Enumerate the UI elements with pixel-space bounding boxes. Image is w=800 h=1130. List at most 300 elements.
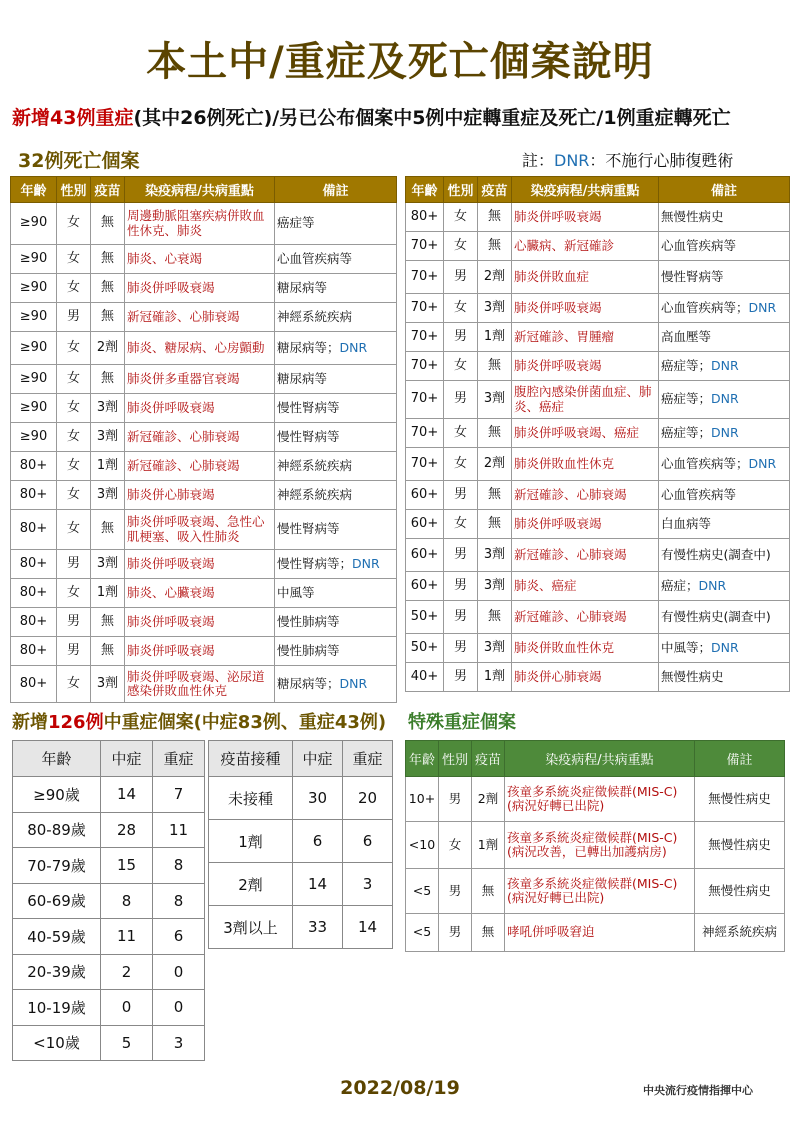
death-case-row [406, 294, 790, 323]
remark-cell [659, 634, 790, 663]
moderate-count-cell: 28 [101, 812, 153, 848]
age-cell: ≥90 [11, 245, 57, 274]
age-cell: 80+ [406, 203, 444, 232]
death-case-row [406, 572, 790, 601]
death-table-left-header [11, 177, 397, 203]
age-cell: 60+ [406, 539, 444, 572]
sex-cell: 女 [57, 274, 91, 303]
remark-text: 神經系統疾病 [277, 308, 353, 324]
sex-cell: 男 [57, 550, 91, 579]
death-case-row [406, 510, 790, 539]
column-header: 性別 [57, 177, 91, 203]
age-group-cell: 10-19歲 [13, 990, 101, 1026]
death-case-row [11, 394, 397, 423]
sex-cell: 男 [439, 777, 472, 822]
vaccine-cell: 無 [91, 637, 125, 666]
remark-cell [659, 232, 790, 261]
special-table-header [406, 741, 785, 777]
sex-cell: 男 [444, 261, 478, 294]
remark-text: 癌症等； [661, 357, 712, 373]
illness-cell: 新冠確診、心肺衰竭 [512, 601, 659, 634]
remark-text: 神經系統疾病 [277, 486, 353, 502]
age-row [13, 883, 205, 919]
vaccine-cell: 2劑 [478, 448, 512, 481]
remark-cell: 神經系統疾病 [695, 914, 785, 952]
sex-cell: 女 [57, 666, 91, 703]
column-header: 染疫病程/共病重點 [125, 177, 275, 203]
severe-heading-count: 126例 [48, 712, 104, 733]
death-case-row [11, 579, 397, 608]
vaccine-table-header [209, 741, 393, 777]
death-case-row [406, 261, 790, 294]
remark-text: 糖尿病等； [277, 339, 340, 355]
column-header: 年齡 [11, 177, 57, 203]
remark-cell: 無慢性病史 [695, 777, 785, 822]
illness-cell: 肺炎併敗血症 [512, 261, 659, 294]
age-row [13, 848, 205, 884]
severe-count-cell: 20 [343, 777, 393, 820]
column-header: 染疫病程/共病重點 [505, 741, 695, 777]
illness-cell: 肺炎併敗血性休克 [512, 448, 659, 481]
remark-cell [659, 539, 790, 572]
vaccine-cell: 無 [472, 914, 505, 952]
age-cell: 70+ [406, 323, 444, 352]
dnr-tag: DNR [711, 639, 739, 655]
death-case-row [11, 550, 397, 579]
remark-cell [275, 394, 397, 423]
age-cell: 40+ [406, 663, 444, 692]
sex-cell: 男 [444, 323, 478, 352]
illness-cell: 肺炎併呼吸衰竭 [125, 637, 275, 666]
death-case-row [11, 365, 397, 394]
moderate-count-cell: 14 [101, 777, 153, 813]
sex-cell: 男 [57, 303, 91, 332]
age-row [13, 919, 205, 955]
sex-cell: 女 [439, 822, 472, 869]
illness-cell: 肺炎、心衰竭 [125, 245, 275, 274]
vaccine-cell: 無 [478, 419, 512, 448]
vaccine-cell: 1劑 [478, 323, 512, 352]
illness-cell: 新冠確診、胃腫瘤 [512, 323, 659, 352]
remark-cell [275, 365, 397, 394]
note-abbr: DNR [554, 151, 590, 170]
sex-cell: 女 [57, 245, 91, 274]
sex-cell: 女 [57, 452, 91, 481]
remark-cell [275, 608, 397, 637]
severe-count-cell: 8 [153, 883, 205, 919]
severe-heading-prefix: 新增 [12, 712, 48, 733]
sex-cell: 女 [444, 294, 478, 323]
sex-cell: 女 [444, 232, 478, 261]
vaccine-cell: 1劑 [91, 452, 125, 481]
note-prefix: 註： [522, 151, 555, 170]
remark-cell [659, 481, 790, 510]
illness-cell: 哮吼併呼吸窘迫 [505, 914, 695, 952]
vaccine-cell: 3劑 [478, 634, 512, 663]
column-header: 重症 [153, 741, 205, 777]
remark-cell [275, 510, 397, 550]
severe-count-cell: 0 [153, 990, 205, 1026]
column-header: 染疫病程/共病重點 [512, 177, 659, 203]
remark-text: 慢性肺病等 [277, 613, 340, 629]
remark-text: 慢性腎病等 [277, 521, 340, 537]
remark-cell [275, 666, 397, 703]
moderate-count-cell: 11 [101, 919, 153, 955]
illness-cell: 新冠確診、心肺衰竭 [125, 303, 275, 332]
age-group-cell: <10歲 [13, 1025, 101, 1061]
remark-text: 神經系統疾病 [277, 457, 353, 473]
sex-cell: 女 [444, 203, 478, 232]
vaccine-row [209, 820, 393, 863]
remark-cell [659, 294, 790, 323]
age-cell: ≥90 [11, 365, 57, 394]
vaccine-row [209, 906, 393, 949]
illness-cell: 周邊動脈阻塞疾病併敗血性休克、肺炎 [125, 203, 275, 245]
illness-cell: 肺炎併呼吸衰竭 [512, 352, 659, 381]
age-cell: 60+ [406, 481, 444, 510]
remark-cell [659, 448, 790, 481]
remark-text: 癌症等； [661, 391, 712, 407]
age-cell: 70+ [406, 232, 444, 261]
remark-cell [275, 637, 397, 666]
vaccine-cell: 無 [91, 245, 125, 274]
illness-cell: 肺炎併呼吸衰竭、急性心肌梗塞、吸入性肺炎 [125, 510, 275, 550]
age-cell: ≥90 [11, 274, 57, 303]
age-cell: 80+ [11, 510, 57, 550]
sex-cell: 女 [57, 423, 91, 452]
age-cell: <5 [406, 869, 439, 914]
remark-text: 癌症等 [277, 215, 315, 231]
death-case-row [11, 423, 397, 452]
moderate-count-cell: 8 [101, 883, 153, 919]
age-cell: ≥90 [11, 423, 57, 452]
illness-cell: 肺炎併心肺衰竭 [512, 663, 659, 692]
vaccine-cell: 2劑 [472, 777, 505, 822]
report-date: 2022/08/19 [340, 1077, 460, 1099]
vaccine-status-cell: 未接種 [209, 777, 293, 820]
remark-text: 心血管疾病等 [661, 237, 737, 253]
remark-cell [659, 601, 790, 634]
illness-cell: 肺炎、癌症 [512, 572, 659, 601]
moderate-count-cell: 14 [293, 863, 343, 906]
age-cell: 80+ [11, 579, 57, 608]
severe-count-cell: 7 [153, 777, 205, 813]
remark-text: 慢性腎病等 [277, 399, 340, 415]
remark-text: 無慢性病史 [661, 668, 724, 684]
severe-count-cell: 3 [343, 863, 393, 906]
death-case-row [11, 303, 397, 332]
age-cell: ≥90 [11, 303, 57, 332]
sex-cell: 男 [444, 481, 478, 510]
vaccine-status-cell: 2劑 [209, 863, 293, 906]
vaccine-cell: 1劑 [91, 579, 125, 608]
remark-text: 慢性腎病等 [661, 268, 724, 284]
remark-text: 有慢性病史(調查中) [661, 608, 771, 624]
illness-cell: 肺炎併呼吸衰竭 [512, 510, 659, 539]
vaccine-row [209, 863, 393, 906]
death-section-heading: 32例死亡個案 [18, 150, 140, 172]
death-case-row [406, 601, 790, 634]
death-case-row [406, 203, 790, 232]
column-header: 疫苗接種 [209, 741, 293, 777]
remark-text: 心血管疾病等 [661, 486, 737, 502]
age-cell: 50+ [406, 634, 444, 663]
remark-text: 糖尿病等 [277, 279, 328, 295]
note-text: ：不施行心肺復甦術 [589, 151, 734, 170]
sex-cell: 女 [57, 481, 91, 510]
dnr-tag: DNR [339, 339, 368, 355]
death-case-row [406, 323, 790, 352]
remark-cell [659, 510, 790, 539]
remark-cell [275, 303, 397, 332]
age-row [13, 1025, 205, 1061]
sex-cell: 女 [57, 394, 91, 423]
vaccine-cell: 3劑 [478, 381, 512, 419]
remark-cell [659, 572, 790, 601]
age-group-cell: 20-39歲 [13, 954, 101, 990]
vaccine-cell: 3劑 [478, 572, 512, 601]
death-table-right-header [406, 177, 790, 203]
moderate-count-cell: 15 [101, 848, 153, 884]
sex-cell: 男 [444, 381, 478, 419]
special-case-row [406, 869, 785, 914]
column-header: 性別 [444, 177, 478, 203]
age-cell: 80+ [11, 550, 57, 579]
severe-count-cell: 14 [343, 906, 393, 949]
remark-text: 癌症等； [661, 424, 712, 440]
age-cell: 80+ [11, 481, 57, 510]
moderate-count-cell: 6 [293, 820, 343, 863]
illness-cell: 肺炎併呼吸衰竭 [125, 608, 275, 637]
severe-count-cell: 6 [153, 919, 205, 955]
age-cell: ≥90 [11, 394, 57, 423]
remark-text: 中風等； [661, 639, 712, 655]
vaccine-cell: 無 [91, 303, 125, 332]
dnr-tag: DNR [698, 577, 727, 593]
illness-cell: 新冠確診、心肺衰竭 [512, 481, 659, 510]
age-cell: 80+ [11, 608, 57, 637]
vaccine-cell: 3劑 [91, 423, 125, 452]
vaccine-cell: 無 [91, 365, 125, 394]
age-row [13, 990, 205, 1026]
remark-text: 慢性腎病等 [277, 428, 340, 444]
age-row [13, 954, 205, 990]
column-header: 中症 [293, 741, 343, 777]
column-header: 中症 [101, 741, 153, 777]
illness-cell: 肺炎併敗血性休克 [512, 634, 659, 663]
death-case-row [11, 637, 397, 666]
vaccine-status-cell: 3劑以上 [209, 906, 293, 949]
severe-heading-rest: 中重症個案(中症83例、重症43例) [103, 712, 387, 733]
dnr-tag: DNR [748, 299, 777, 315]
remark-cell [275, 203, 397, 245]
remark-text: 有慢性病史(調查中) [661, 546, 771, 562]
remark-text: 心血管疾病等； [661, 299, 749, 315]
remark-cell [659, 323, 790, 352]
age-cell: <10 [406, 822, 439, 869]
death-case-row [406, 481, 790, 510]
sex-cell: 男 [439, 869, 472, 914]
age-cell: 50+ [406, 601, 444, 634]
sex-cell: 男 [444, 539, 478, 572]
dnr-tag: DNR [711, 391, 739, 407]
column-header: 年齡 [406, 177, 444, 203]
remark-cell [275, 579, 397, 608]
death-case-row [11, 666, 397, 703]
remark-cell [275, 332, 397, 365]
illness-cell: 孩童多系統炎症徵候群(MIS-C)(病況好轉已出院) [505, 869, 695, 914]
severe-count-cell: 0 [153, 954, 205, 990]
death-case-row [11, 608, 397, 637]
death-case-row [406, 539, 790, 572]
vaccine-cell: 3劑 [91, 481, 125, 510]
vaccine-cell: 3劑 [91, 394, 125, 423]
column-header: 重症 [343, 741, 393, 777]
vaccine-cell: 2劑 [91, 332, 125, 365]
death-case-row [11, 274, 397, 303]
column-header: 年齡 [13, 741, 101, 777]
death-case-row [406, 419, 790, 448]
remark-cell: 無慢性病史 [695, 822, 785, 869]
illness-cell: 腹腔內感染併菌血症、肺炎、癌症 [512, 381, 659, 419]
sex-cell: 女 [57, 332, 91, 365]
vaccine-cell: 無 [478, 601, 512, 634]
special-case-row [406, 822, 785, 869]
remark-text: 心血管疾病等 [277, 250, 353, 266]
illness-cell: 新冠確診、心肺衰竭 [125, 452, 275, 481]
illness-cell: 肺炎併呼吸衰竭 [512, 294, 659, 323]
illness-cell: 肺炎併呼吸衰竭、癌症 [512, 419, 659, 448]
remark-cell: 無慢性病史 [695, 869, 785, 914]
vaccine-cell: 無 [478, 232, 512, 261]
death-case-row [11, 203, 397, 245]
age-cell: <5 [406, 914, 439, 952]
remark-text: 中風等 [277, 584, 315, 600]
sex-cell: 女 [444, 448, 478, 481]
sex-cell: 女 [444, 419, 478, 448]
remark-cell [659, 663, 790, 692]
illness-cell: 肺炎併呼吸衰竭 [125, 394, 275, 423]
sex-cell: 男 [444, 601, 478, 634]
death-case-row [11, 481, 397, 510]
sex-cell: 女 [444, 510, 478, 539]
illness-cell: 新冠確診、心肺衰竭 [512, 539, 659, 572]
page-title: 本土中/重症及死亡個案說明 [146, 39, 654, 85]
death-table-left-body [11, 203, 397, 703]
column-header: 疫苗 [478, 177, 512, 203]
vaccine-cell: 無 [91, 274, 125, 303]
death-case-row [406, 232, 790, 261]
death-case-row [406, 663, 790, 692]
age-table [12, 740, 205, 1061]
vaccine-cell: 3劑 [478, 539, 512, 572]
death-table-right [405, 176, 790, 692]
vaccine-cell: 無 [91, 510, 125, 550]
age-group-cell: ≥90歲 [13, 777, 101, 813]
age-cell: 70+ [406, 294, 444, 323]
remark-text: 慢性腎病等； [277, 555, 353, 571]
age-cell: 60+ [406, 510, 444, 539]
remark-text: 糖尿病等 [277, 370, 328, 386]
death-case-row [406, 634, 790, 663]
remark-text: 心血管疾病等； [661, 455, 749, 471]
dnr-tag: DNR [711, 357, 739, 373]
illness-cell: 孩童多系統炎症徵候群(MIS-C)(病況好轉已出院) [505, 777, 695, 822]
moderate-count-cell: 5 [101, 1025, 153, 1061]
age-cell: 80+ [11, 666, 57, 703]
age-cell: ≥90 [11, 203, 57, 245]
remark-cell [275, 274, 397, 303]
moderate-count-cell: 33 [293, 906, 343, 949]
remark-cell [275, 481, 397, 510]
severe-section-heading [12, 708, 386, 734]
age-group-cell: 60-69歲 [13, 883, 101, 919]
column-header: 疫苗 [91, 177, 125, 203]
sex-cell: 男 [57, 637, 91, 666]
death-case-row [11, 452, 397, 481]
moderate-count-cell: 2 [101, 954, 153, 990]
illness-cell: 肺炎併多重器官衰竭 [125, 365, 275, 394]
age-group-cell: 70-79歲 [13, 848, 101, 884]
vaccine-status-cell: 1劑 [209, 820, 293, 863]
special-section-heading: 特殊重症個案 [408, 712, 516, 733]
vaccine-cell: 無 [91, 203, 125, 245]
column-header: 備註 [659, 177, 790, 203]
age-cell: 60+ [406, 572, 444, 601]
vaccine-cell: 3劑 [478, 294, 512, 323]
illness-cell: 肺炎、心臟衰竭 [125, 579, 275, 608]
moderate-count-cell: 0 [101, 990, 153, 1026]
vaccine-cell: 無 [91, 608, 125, 637]
illness-cell: 肺炎併心肺衰竭 [125, 481, 275, 510]
remark-cell [659, 352, 790, 381]
remark-cell [275, 245, 397, 274]
subtitle [12, 103, 731, 130]
death-table-right-body [406, 203, 790, 692]
remark-text: 癌症； [661, 577, 699, 593]
special-case-row [406, 914, 785, 952]
remark-cell [275, 423, 397, 452]
age-row [13, 777, 205, 813]
severe-count-cell: 3 [153, 1025, 205, 1061]
remark-text: 白血病等 [661, 515, 712, 531]
illness-cell: 肺炎併呼吸衰竭 [125, 550, 275, 579]
remark-text: 高血壓等 [661, 328, 712, 344]
dnr-tag: DNR [748, 455, 777, 471]
sex-cell: 女 [57, 365, 91, 394]
sex-cell: 男 [439, 914, 472, 952]
column-header: 年齡 [406, 741, 439, 777]
remark-text: 無慢性病史 [661, 208, 724, 224]
vaccine-cell: 無 [478, 510, 512, 539]
column-header: 疫苗 [472, 741, 505, 777]
vaccine-cell: 1劑 [472, 822, 505, 869]
remark-cell [275, 452, 397, 481]
illness-cell: 心臟病、新冠確診 [512, 232, 659, 261]
age-cell: 70+ [406, 261, 444, 294]
sex-cell: 男 [444, 572, 478, 601]
sex-cell: 男 [444, 663, 478, 692]
remark-cell [659, 381, 790, 419]
death-case-row [11, 510, 397, 550]
vaccine-cell: 3劑 [91, 666, 125, 703]
illness-cell: 肺炎、糖尿病、心房顫動 [125, 332, 275, 365]
age-table-body [13, 777, 205, 1061]
remark-text: 慢性肺病等 [277, 642, 340, 658]
subtitle-highlight: 新增43例重症 [12, 107, 134, 129]
vaccine-cell: 無 [478, 481, 512, 510]
age-cell: 80+ [11, 452, 57, 481]
